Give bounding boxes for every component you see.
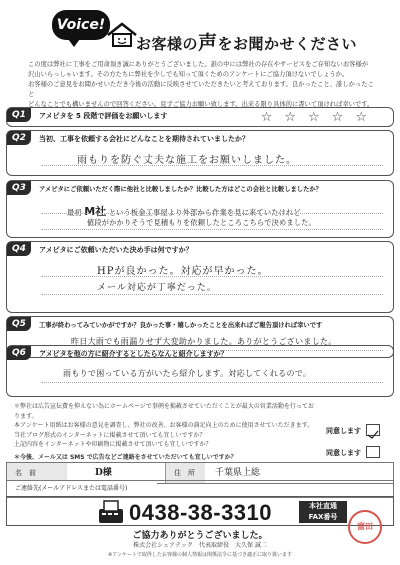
q6-label: Q6 <box>7 346 31 360</box>
answer-line <box>41 294 383 295</box>
q4-answer: HPが良かった。対応が早かった。 <box>97 266 269 277</box>
answer-line <box>41 229 383 230</box>
agree-label-1: 同意します <box>326 427 361 435</box>
company-info: 株式会社シェアテック 代表取締役 大久保 誠二 <box>133 542 267 549</box>
address-label: 住 所 <box>165 463 205 483</box>
answer-line <box>41 165 383 166</box>
q1-label: Q1 <box>7 108 31 122</box>
notes: ＊弊社は広告宣伝費を抑えない為にホームページで事例を掲載させていただくことが最大の営業活動を行っております。 本アンケート用紙はお客様の意見を調査し、弊社の改善、お客様の満足向上のために使用させていただきます。 当社ブログ形式のインターネットに掲載させて頂いても宜しいですか？ 上記内容をインターネットや印刷物に掲載させて頂いても宜しいですか？ ＊今後、メール又は SMS で広告などご連絡をさせていただいても宜しいですか？ <box>14 403 314 461</box>
fax-badge: 本社直通 FAX番号 <box>299 501 347 523</box>
agree-label-2: 同意します <box>326 449 361 457</box>
answer-line <box>41 213 383 214</box>
thanks-text: ご協力ありがとうございました。 <box>132 531 268 541</box>
contact-label: ご連絡先(メールアドレスまたは電話番号) <box>7 481 157 497</box>
q4-label: Q4 <box>7 242 31 256</box>
q1-text: アメピタを 5 段階で評価をお願いします <box>39 112 168 120</box>
q2-text: 当初、工事を依頼する会社にどんなことを期待されていましたか？ <box>39 135 249 143</box>
answer-line <box>41 382 383 383</box>
q3-text: アメピタにご依頼いただく際に他社と比較しましたか？比較した方はどこの会社と比較しましたか？ <box>39 186 322 193</box>
question-q6 <box>6 345 394 397</box>
q5-label: Q5 <box>7 317 31 331</box>
q2-answer: 雨もりを防ぐ丈夫な施工をお願いしました。 <box>77 155 297 166</box>
q3-label: Q3 <box>7 181 31 195</box>
q6-answer: 雨もりで困っている方がいたら紹介します。対応してくれるので。 <box>63 369 312 378</box>
header <box>0 0 400 62</box>
name-seal-stamp: 富田 <box>348 510 382 544</box>
voice-bubble: Voice! <box>52 10 110 40</box>
house-icon <box>106 22 138 48</box>
q3-answer: 最初 M社 という板金工事屋より外部から作業を見に来ていたけれど <box>67 205 301 218</box>
answer-line <box>41 276 383 277</box>
rating-stars[interactable]: ☆☆☆☆☆ <box>260 110 379 125</box>
address-value[interactable]: 千葉県上総 <box>215 468 261 478</box>
fax-icon <box>97 499 125 525</box>
agree-checkbox-2[interactable] <box>366 446 380 458</box>
q2-label: Q2 <box>7 131 31 145</box>
question-q3 <box>6 180 394 238</box>
fax-footer <box>6 496 394 526</box>
q4-answer-line2: メール対応が丁寧だった。 <box>97 283 217 293</box>
company-brand-mark: M社 <box>84 205 107 218</box>
intro-text: この度は弊社に工事をご用命頂き誠にありがとうございました。誰の中には弊社の存在やサービスをご存知ないお客様が 沢山いらっしゃいます。その方たちに弊社を少しでも知って頂くためのアンケートにご協力頂けないでしょうか。 お客様のご意見をお聞かせいただき今後の活動に反映させていただきたいと考えております。良かったこと、誰しかったこと どんなことでも構いませんので回答ください。見ずご協力お願い致します。出来る限り具体的に書いて頂ければ幸いです。 <box>28 61 374 108</box>
agree-checkbox-1[interactable] <box>366 424 380 436</box>
page-title: お客様の声をお聞かせください <box>136 32 358 54</box>
q5-text: 工事が終わってみていかがですか？良かった事・嬉しかったことを出来ればご報告頂ければ幸いです <box>39 322 323 329</box>
fax-number: 0438-38-3310 <box>129 500 273 525</box>
question-q4 <box>6 241 394 313</box>
name-value[interactable]: D様 <box>95 468 112 478</box>
privacy-note: ※アンケートで取得したお客様の個人情報は関係法令に基づき適正に取り扱います <box>108 552 292 558</box>
q3-answer-line2: 値段がかかりそうで見積もりを依頼したところこちらで決めました。 <box>87 218 316 227</box>
q6-text: アメピタを他の方に紹介するとしたらなんと紹介しますか？ <box>39 350 228 358</box>
q5-answer: 昨日大雨でも雨漏りせず大変助かりました。ありがとうございました。 <box>71 337 337 346</box>
name-label: 名 前 <box>7 463 67 483</box>
question-q2 <box>6 130 394 176</box>
question-q1 <box>6 107 394 127</box>
check-icon <box>367 430 379 440</box>
q4-text: アメピタにご依頼いただいた決め手は何ですか？ <box>39 246 193 254</box>
